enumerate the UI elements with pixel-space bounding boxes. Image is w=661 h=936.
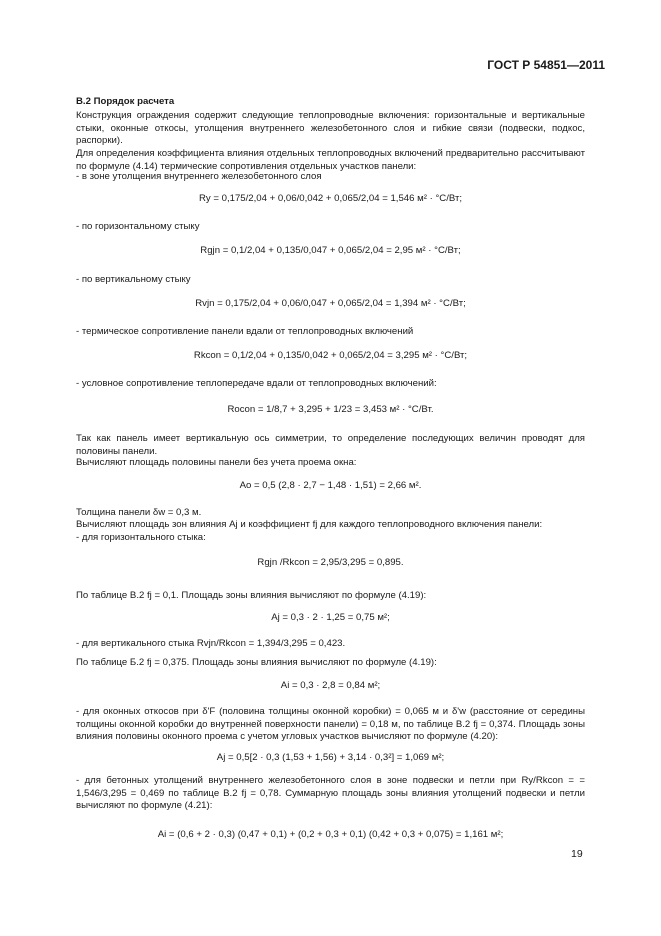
paragraph-1 — [76, 110, 585, 148]
formula-7: Rgjn /Rkcon = 2,95/3,295 = 0,895. — [257, 557, 404, 568]
paragraph-8: По таблице Б.2 fj = 0,375. Площадь зоны влияния вычисляют по формуле (4.19): — [76, 657, 437, 668]
paragraph-1-text: Конструкция ограждения содержит следующие теплопроводные включения: горизонтальные и вертикальные стыки, оконные откосы, утолщения внутреннего железобетонного слоя и гибкие связи (подвески, подкос, распорки). — [76, 110, 585, 146]
list-item-2: - по горизонтальному стыку — [76, 221, 200, 232]
formula-11: Ai = (0,6 + 2 · 0,3) (0,47 + 0,1) + (0,2 + 0,3 + 0,1) (0,42 + 0,3 + 0,075) = 1,161 м²; — [157, 829, 504, 840]
page-number: 19 — [571, 848, 583, 860]
list-item-5: - условное сопротивление теплопередаче вдали от теплопроводных включений: — [76, 378, 437, 389]
formula-6: Ao = 0,5 (2,8 · 2,7 − 1,48 · 1,51) = 2,66 м². — [239, 480, 422, 491]
formula-10: Aj = 0,5[2 · 0,3 (1,53 + 1,56) + 3,14 · 0,3²] = 1,069 м²; — [216, 752, 445, 763]
list-item-1: - в зоне утолщения внутреннего железобетонного слоя — [76, 171, 322, 182]
list-item-3: - по вертикальному стыку — [76, 274, 191, 285]
paragraph-4: Вычисляют площадь половины панели без учета проема окна: — [76, 457, 357, 468]
paragraph-2: Для определения коэффициента влияния отдельных теплопроводных включений предварительно рассчитывают по формуле (4.14) термические сопротивления отдельных участков панели: — [76, 148, 585, 172]
paragraph-6: Вычисляют площадь зон влияния Aj и коэффициент fj для каждого теплопроводного включения панели: — [76, 519, 543, 530]
formula-1: Ry = 0,175/2,04 + 0,06/0,042 + 0,065/2,04 = 1,546 м² · °С/Вт; — [198, 193, 463, 204]
list-item-7: - для вертикального стыка Rvjn/Rkcon = 1,394/3,295 = 0,423. — [76, 638, 346, 649]
document-header: ГОСТ Р 54851—2011 — [487, 58, 605, 72]
paragraph-9: - для оконных откосов при δ'F (половина толщины оконной коробки) = 0,065 м и δ'w (расстояние от середины толщины оконной коробки до внутренней поверхности панели) = 0,18 м, по таблице В.2 fj = 0,374. Площадь зоны влияния половины оконного проема с учетом угловых участков вычисляют по формуле (4.20): — [76, 706, 585, 742]
paragraph-5: Толщина панели δw = 0,3 м. — [76, 507, 202, 518]
formula-2: Rgjn = 0,1/2,04 + 0,135/0,047 + 0,065/2,04 = 2,95 м² · °С/Вт; — [200, 245, 461, 256]
paragraph-7: По таблице В.2 fj = 0,1. Площадь зоны влияния вычисляют по формуле (4.19): — [76, 590, 427, 601]
list-item-4: - термическое сопротивление панели вдали от теплопроводных включений — [76, 326, 414, 337]
paragraph-3: Так как панель имеет вертикальную ось симметрии, то определение последующих величин проводят для половины панели. — [76, 433, 585, 457]
section-title: В.2 Порядок расчета — [76, 96, 175, 107]
list-item-6: - для горизонтального стыка: — [76, 532, 206, 543]
formula-3: Rvjn = 0,175/2,04 + 0,06/0,047 + 0,065/2,04 = 1,394 м² · °С/Вт; — [195, 298, 466, 309]
formula-4: Rkcon = 0,1/2,04 + 0,135/0,042 + 0,065/2,04 = 3,295 м² · °С/Вт; — [193, 350, 468, 361]
formula-5: Rocon = 1/8,7 + 3,295 + 1/23 = 3,453 м² · °С/Вт. — [227, 404, 434, 415]
formula-9: Ai = 0,3 · 2,8 = 0,84 м²; — [280, 680, 381, 691]
formula-8: Aj = 0,3 · 2 · 1,25 = 0,75 м²; — [271, 612, 390, 623]
paragraph-10: - для бетонных утолщений внутреннего железобетонного слоя в зоне подвески и петли при Ry/Rkcon = = 1,546/3,295 = 0,469 по таблице В.2 fj = 0,78. Суммарную площадь зоны влияния утолщений подвески и петли вычисляют по формуле (4.21): — [76, 775, 585, 811]
